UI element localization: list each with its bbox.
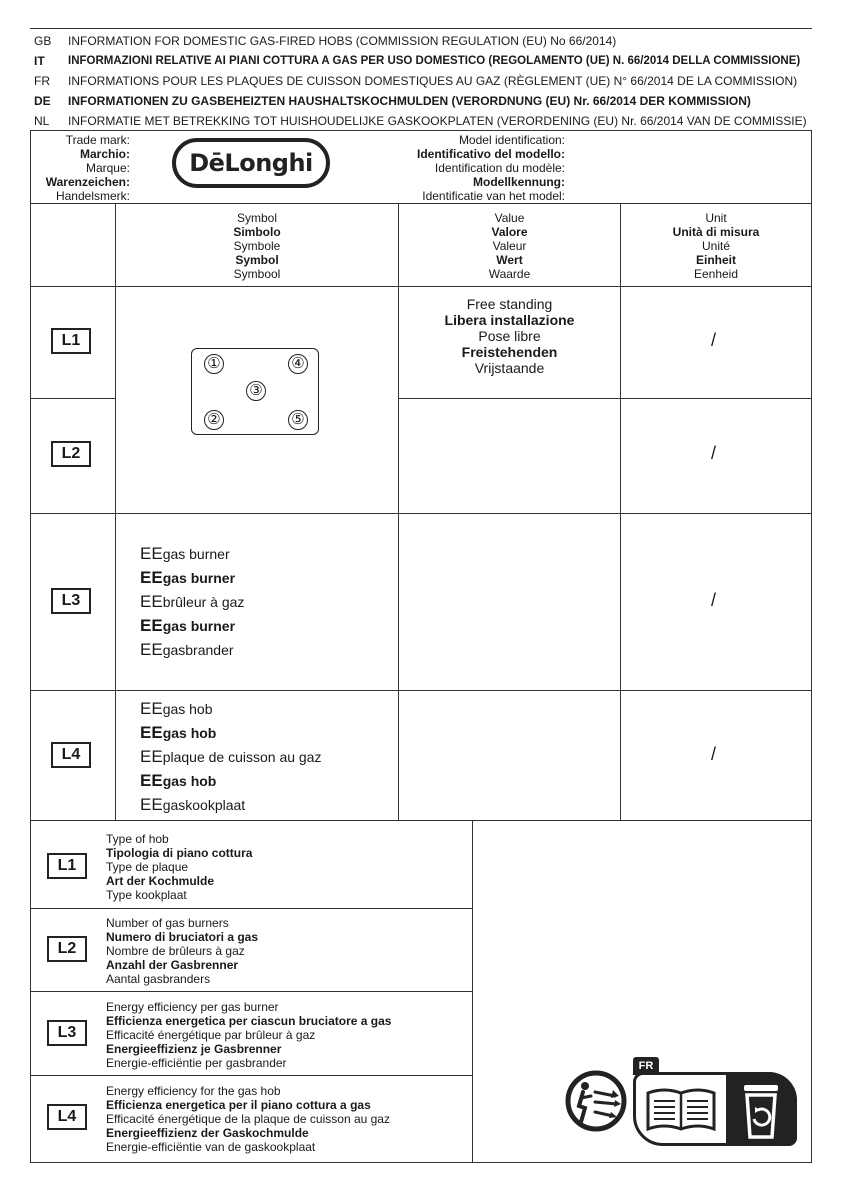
header-line: Eenheid [693,267,739,281]
model-label: Identificativo del modello: [416,147,565,161]
legend-line: Energieeffizienz je Gasbrenner [106,1042,282,1056]
model-label: Modellkennung: [473,175,565,189]
burner-5-icon: ⑤ [288,410,308,430]
top-rule [30,28,812,29]
grid-line [472,820,473,1163]
header-line: Symbol [236,211,277,225]
burner-4-icon: ④ [288,354,308,374]
header-row-gb [32,31,812,51]
grid-line [30,820,812,821]
header-line: Symbole [233,239,281,253]
row-label-l3: L3 [51,588,91,614]
trademark-label: Trade mark: [65,133,130,147]
language-code: NL [34,114,50,128]
row-l2-unit: / [711,443,717,463]
legend-line: Energie-efficiëntie per gasbrander [106,1056,287,1070]
language-code: IT [34,54,45,68]
row-l4-unit: / [711,744,717,764]
legend-line: Energy efficiency for the gas hob [106,1084,281,1098]
ee-symbol: EEgas burner [140,616,236,635]
legend-line: Efficienza energetica per il piano cottura a gas [106,1098,371,1112]
recycle-bin-icon [738,1081,784,1141]
legend-l3-text [106,1000,391,1070]
grid-line [30,991,472,992]
row-l1-value [399,296,620,376]
header-line: Unit [705,211,727,225]
burner-1-icon: ① [204,354,224,374]
legend-line: Aantal gasbranders [106,972,211,986]
ee-symbol: EEgasbrander [140,640,234,659]
ee-symbol: EEgas burner [140,544,230,563]
triman-icon [565,1070,627,1132]
book-icon [644,1083,718,1135]
header-text: INFORMAZIONI RELATIVE AI PIANI COTTURA A GAS PER USO DOMESTICO (REGOLAMENTO (UE) N. 66/2014 DELLA COMMISSIONE) [68,55,801,67]
language-code: FR [34,74,50,88]
language-code: GB [34,34,52,48]
legend-line: Energy efficiency per gas burner [106,1000,279,1014]
grid-line [30,908,472,909]
row-label-l2: L2 [51,441,91,467]
trademark-label: Marchio: [79,147,130,161]
legend-line: Energieeffizienz der Gaskochmulde [106,1126,309,1140]
legend-label-l4: L4 [47,1104,87,1130]
header-row-nl [32,111,812,131]
trademark-label: Handelsmerk: [55,189,130,203]
header-line: Valeur [492,239,527,253]
grid-line [398,398,812,399]
ee-symbol: EEbrûleur à gaz [140,592,245,611]
recycling-info-panel [633,1072,797,1146]
header-line: Unité [701,239,730,253]
legend-line: Anzahl der Gasbrenner [106,958,239,972]
model-label: Model identification: [458,133,565,147]
legend-label-l2: L2 [47,936,87,962]
legend-line: Nombre de brûleurs à gaz [106,944,245,958]
header-line: Einheit [695,253,736,267]
ee-symbol: EEplaque de cuisson au gaz [140,747,322,766]
legend-line: Type de plaque [106,860,189,874]
header-line: Wert [496,253,523,267]
delonghi-logo: DēLonghi [172,138,330,188]
header-row-de [32,91,812,111]
grid-line [30,398,116,399]
header-line: Symbol [235,253,279,267]
row-label-l1: L1 [51,328,91,354]
legend-line: Tipologia di piano cottura [106,846,253,860]
header-line: Unità di misura [672,225,760,239]
language-code: DE [34,94,51,108]
hob-burner-diagram [191,348,319,435]
ee-symbol: EEgas hob [140,771,217,790]
column-header-value [399,211,620,281]
burner-2-icon: ② [204,410,224,430]
legend-line: Efficacité énergétique par brûleur à gaz [106,1028,316,1042]
model-labels [360,133,565,203]
header-line: Simbolo [233,225,281,239]
header-text: INFORMATIONS POUR LES PLAQUES DE CUISSON DOMESTIQUES AU GAZ (RÈGLEMENT (UE) N° 66/2014 DE LA COMMISSION) [68,74,798,88]
legend-label-l1: L1 [47,853,87,879]
header-text: INFORMATION FOR DOMESTIC GAS-FIRED HOBS (COMMISSION REGULATION (EU) No 66/2014) [68,34,617,48]
legend-line: Number of gas burners [106,916,229,930]
grid-line [30,1075,472,1076]
header-line: Value [494,211,525,225]
grid-line [620,203,621,820]
header-line: Symbool [233,267,281,281]
row-l3-unit: / [711,590,717,610]
column-header-symbol [116,211,398,281]
header-row-it [32,51,812,71]
trademark-labels [30,133,130,203]
model-label: Identification du modèle: [434,161,565,175]
header-text: INFORMATIONEN ZU GASBEHEIZTEN HAUSHALTSKOCHMULDEN (VERORDNUNG (EU) Nr. 66/2014 DER KOMMISSION) [68,94,751,108]
header-line: Waarde [488,267,531,281]
header-row-fr [32,71,812,91]
legend-l4-text [106,1084,390,1154]
legend-l2-text [106,916,258,986]
grid-line [115,203,116,820]
ee-symbol: EEgaskookplaat [140,795,246,814]
value-line: Free standing [466,296,553,312]
value-line: Pose libre [478,328,541,344]
legend-line: Type of hob [106,832,169,846]
legend-line: Energie-efficiëntie van de gaskookplaat [106,1140,316,1154]
country-badge: FR [633,1057,659,1075]
legend-line: Numero di bruciatori a gas [106,930,259,944]
grid-line [30,690,812,691]
legend-line: Efficacité énergétique de la plaque de cuisson au gaz [106,1112,390,1126]
legend-line: Type kookplaat [106,888,187,902]
trademark-label: Marque: [85,161,130,175]
grid-line [30,203,812,204]
value-line: Libera installazione [444,312,575,328]
row-label-l4: L4 [51,742,91,768]
ee-symbol: EEgas hob [140,699,213,718]
grid-line [30,286,812,287]
value-line: Freistehenden [461,344,558,360]
header-line: Valore [491,225,528,239]
column-header-unit [621,211,811,281]
legend-label-l3: L3 [47,1020,87,1046]
legend-line: Efficienza energetica per ciascun bruciatore a gas [106,1014,392,1028]
ee-symbol: EEgas hob [140,723,217,742]
header-text: INFORMATIE MET BETREKKING TOT HUISHOUDELIJKE GASKOOKPLATEN (VERORDENING (EU) Nr. 66/2014 VAN DE COMMISSIE) [68,114,807,128]
row-l3-symbols [140,542,244,662]
model-label: Identificatie van het model: [422,189,565,203]
legend-line: Art der Kochmulde [106,874,215,888]
value-line: Vrijstaande [474,360,545,376]
ee-symbol: EEgas burner [140,568,236,587]
burner-3-icon: ③ [246,381,266,401]
row-l4-symbols [140,697,321,817]
grid-line [30,513,812,514]
trademark-label: Warenzeichen: [45,175,130,189]
row-l1-unit: / [711,330,717,350]
legend-l1-text [106,832,252,902]
